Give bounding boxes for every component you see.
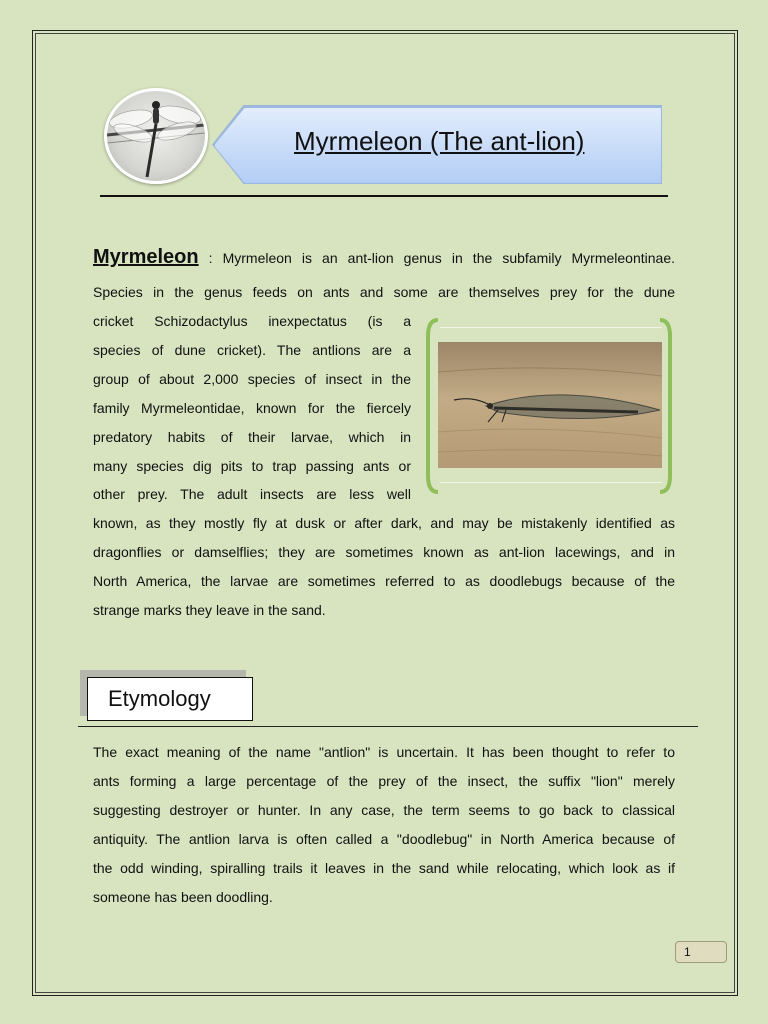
etymology-line: antiquity. The antlion larva is often called a "doodlebug" in North America because of	[93, 831, 675, 847]
intro-line: species of dune cricket). The antlions are a	[93, 342, 411, 358]
etymology-line: someone has been doodling.	[93, 889, 273, 905]
photo-frame-line-bottom	[440, 482, 662, 483]
intro-line: predatory habits of their larvae, which in	[93, 429, 411, 445]
etymology-heading: Etymology	[108, 686, 211, 711]
dragonfly-icon	[104, 88, 208, 184]
page-number: 1	[675, 941, 727, 963]
intro-line: cricket Schizodactylus inexpectatus (is a	[93, 313, 411, 329]
intro-line: North America, the larvae are sometimes referred to as doodlebugs because of the	[93, 573, 675, 589]
section-divider	[78, 726, 698, 727]
intro-line: group of about 2,000 species of insect in the	[93, 371, 411, 387]
page-title: Myrmeleon (The ant-lion)	[294, 126, 585, 156]
intro-line: family Myrmeleontidae, known for the fiercely	[93, 400, 411, 416]
etymology-line: The exact meaning of the name "antlion" is uncertain. It has been thought to refer to	[93, 744, 675, 760]
intro-line: known, as they mostly fly at dusk or after dark, and may be mistakenly identified as	[93, 515, 675, 531]
photo-frame-line-top	[440, 327, 662, 328]
etymology-line: the odd winding, spiralling trails it leaves in the sand while relocating, which look as if	[93, 860, 675, 876]
intro-line: dragonflies or damselflies; they are sometimes known as ant-lion lacewings, and in	[93, 544, 675, 560]
header-divider	[100, 195, 668, 197]
antlion-photo	[438, 342, 662, 468]
intro-line: Species in the genus feeds on ants and some are themselves prey for the dune	[93, 284, 675, 300]
etymology-line: suggesting destroyer or hunter. In any case, the term seems to go back to classical	[93, 802, 675, 818]
intro-line: Myrmeleon : Myrmeleon is an ant-lion genus in the subfamily Myrmeleontinae.	[93, 246, 675, 268]
intro-line: other prey. The adult insects are less well	[93, 486, 411, 502]
lead-word: Myrmeleon	[93, 246, 199, 268]
intro-line: strange marks they leave in the sand.	[93, 602, 326, 618]
intro-line: many species dig pits to trap passing ants or	[93, 458, 411, 474]
etymology-line: ants forming a large percentage of the prey of the insect, the suffix "lion" merely	[93, 773, 675, 789]
